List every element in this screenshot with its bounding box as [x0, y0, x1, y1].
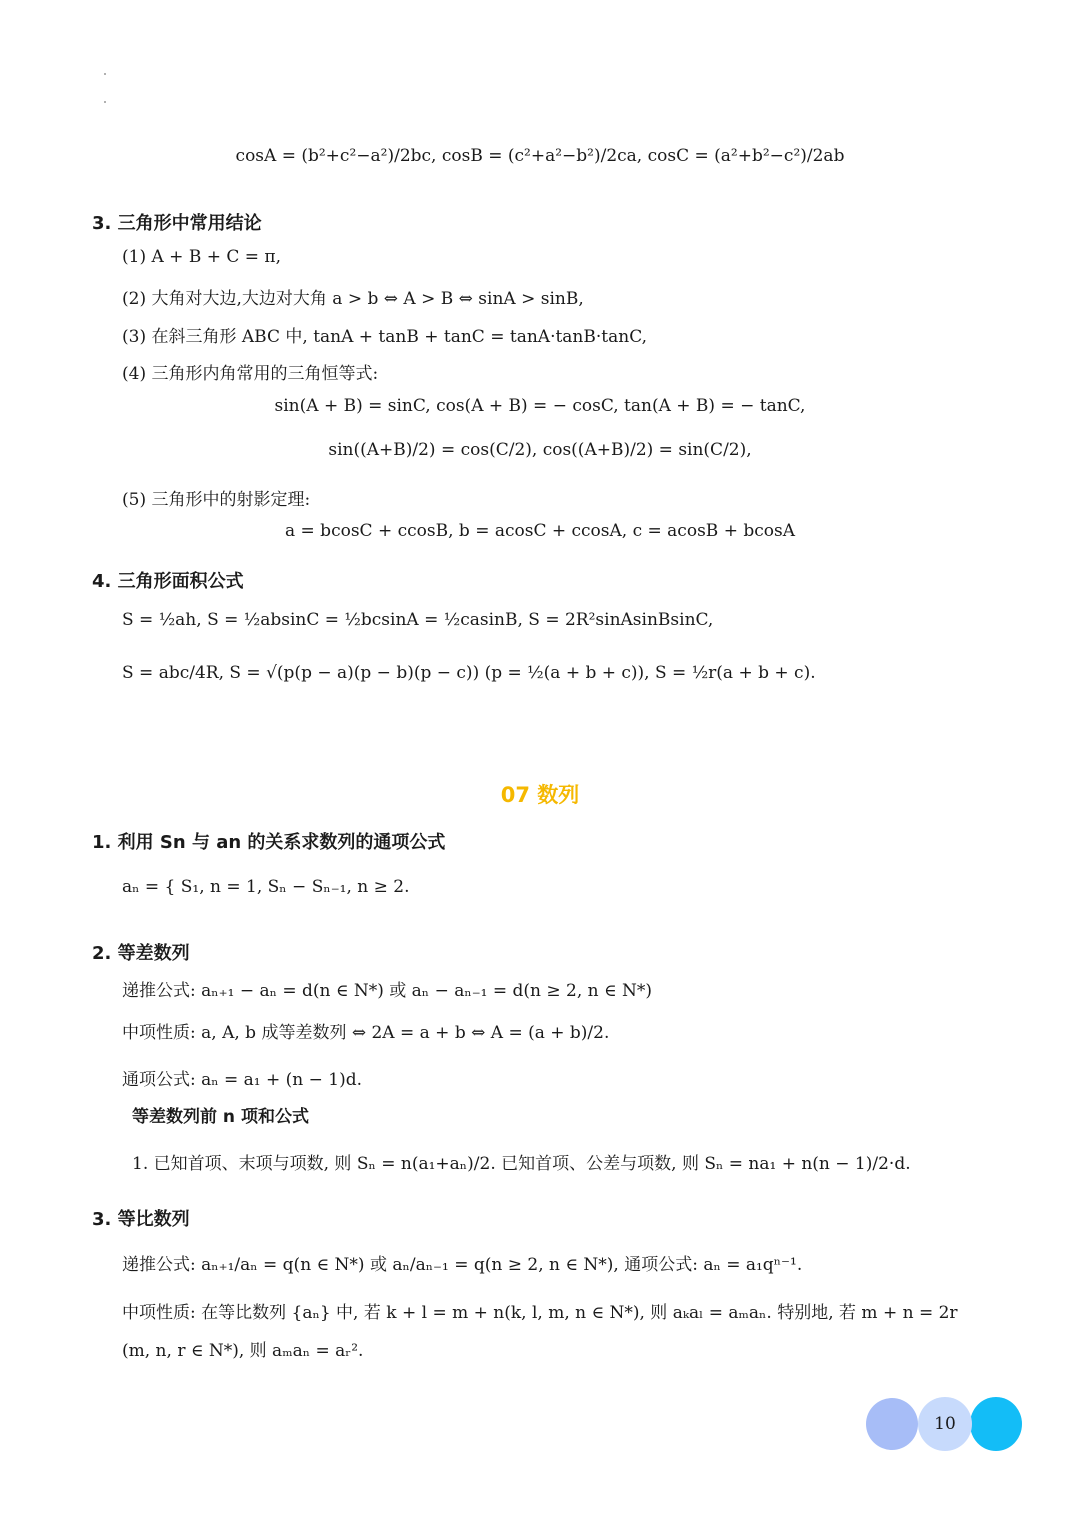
area-formula-2: S = abc/4R, S = √(p(p − a)(p − b)(p − c)) (p = ½(a + b + c)), S = ½r(a + b + c). [122, 663, 816, 683]
section-title: 07 数列 [500, 783, 580, 807]
conclusion-2: (2) 大角对大边,大边对大角 a > b ⇔ A > B ⇔ sinA > sinB, [122, 289, 584, 309]
page-circle-left [866, 1398, 918, 1450]
geo-recursion: 递推公式: aₙ₊₁/aₙ = q(n ∈ N*) 或 aₙ/aₙ₋₁ = q(n ≥ 2, n ∈ N*), 通项公式: aₙ = a₁qⁿ⁻¹. [122, 1255, 803, 1275]
piecewise-formula: aₙ = { S₁, n = 1, Sₙ − Sₙ₋₁, n ≥ 2. [122, 877, 410, 897]
arith-sum-formula: 1. 已知首项、末项与项数, 则 Sₙ = n(a₁+aₙ)/2. 已知首项、公差与项数, 则 Sₙ = na₁ + n(n − 1)/2·d. [132, 1154, 911, 1174]
heading-area-formulas: 4. 三角形面积公式 [92, 571, 244, 592]
conclusion-5: (5) 三角形中的射影定理: [122, 490, 311, 510]
identity-eq-2: sin((A+B)/2) = cos(C/2), cos((A+B)/2) = sin(C/2), [328, 440, 752, 460]
page-circle-right [970, 1397, 1022, 1451]
speck-dot [104, 73, 106, 75]
arith-middle: 中项性质: a, A, b 成等差数列 ⇔ 2A = a + b ⇔ A = (a + b)/2. [122, 1023, 610, 1043]
heading-sn-an: 1. 利用 Sn 与 an 的关系求数列的通项公式 [92, 832, 446, 853]
conclusion-4: (4) 三角形内角常用的三角恒等式: [122, 364, 379, 384]
geo-middle-cont: (m, n, r ∈ N*), 则 aₘaₙ = aᵣ². [122, 1341, 364, 1361]
conclusion-3: (3) 在斜三角形 ABC 中, tanA + tanB + tanC = tanA·tanB·tanC, [122, 327, 647, 347]
speck-dot [104, 101, 106, 103]
arith-recursion: 递推公式: aₙ₊₁ − aₙ = d(n ∈ N*) 或 aₙ − aₙ₋₁ = d(n ≥ 2, n ∈ N*) [122, 981, 653, 1001]
projection-theorem: a = bcosC + ccosB, b = acosC + ccosA, c = acosB + bcosA [285, 521, 795, 541]
subheading-arith-sum: 等差数列前 n 项和公式 [132, 1107, 309, 1127]
conclusion-1: (1) A + B + C = π, [122, 247, 281, 267]
geo-middle: 中项性质: 在等比数列 {aₙ} 中, 若 k + l = m + n(k, l, m, n ∈ N*), 则 aₖaₗ = aₘaₙ. 特别地, 若 m + n = 2r [122, 1303, 958, 1323]
page-number: 10 [934, 1414, 956, 1434]
cosine-law-formula: cosA = (b²+c²−a²)/2bc, cosB = (c²+a²−b²)/2ca, cosC = (a²+b²−c²)/2ab [235, 146, 845, 166]
area-formula-1: S = ½ah, S = ½absinC = ½bcsinA = ½casinB, S = 2R²sinAsinBsinC, [122, 610, 714, 630]
arith-general: 通项公式: aₙ = a₁ + (n − 1)d. [122, 1070, 363, 1090]
identity-eq-1: sin(A + B) = sinC, cos(A + B) = − cosC, tan(A + B) = − tanC, [274, 396, 806, 416]
heading-geometric: 3. 等比数列 [92, 1209, 190, 1230]
page-number-badge [918, 1397, 972, 1451]
heading-triangle-conclusions: 3. 三角形中常用结论 [92, 213, 262, 234]
heading-arithmetic: 2. 等差数列 [92, 943, 190, 964]
